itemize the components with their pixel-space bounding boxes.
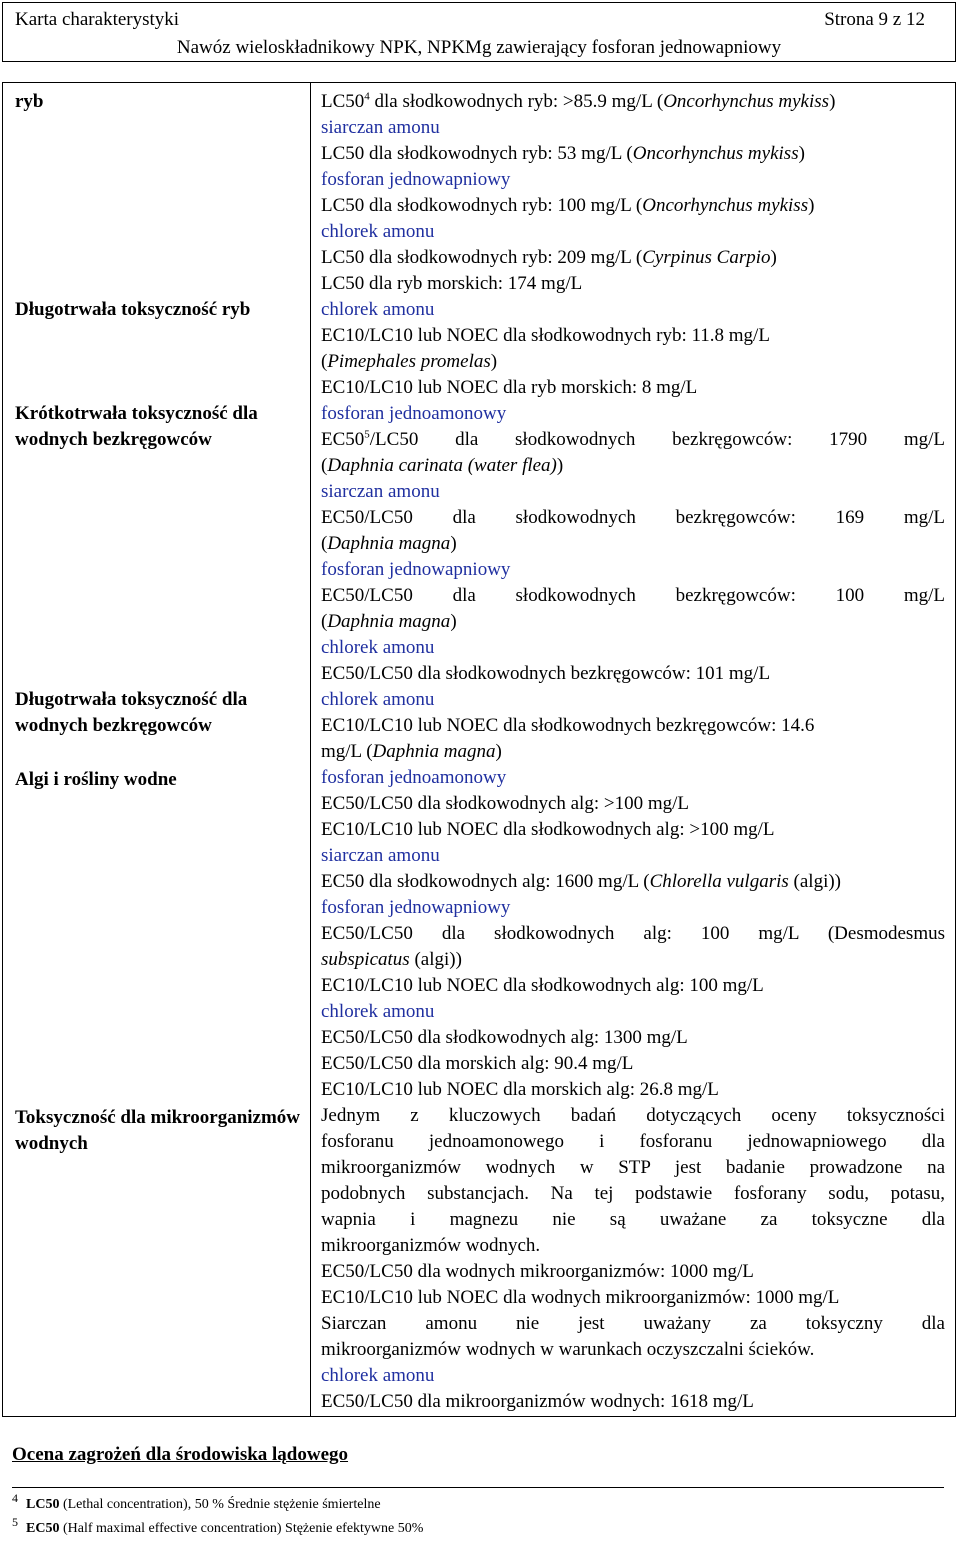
content-line: mikroorganizmów wodnych. xyxy=(321,1235,541,1256)
content-line: EC50/LC50 dla słodkowodnych alg: 100 mg/L (Desmodesmus xyxy=(321,923,945,944)
substance-name: chlorek amonu xyxy=(321,1001,435,1022)
substance-name: chlorek amonu xyxy=(321,637,435,658)
content-line: wapnia i magnezu nie są uważane za toksyczne dla xyxy=(321,1209,945,1230)
substance-name: siarczan amonu xyxy=(321,845,440,866)
content-line: EC10/LC10 lub NOEC dla ryb morskich: 8 mg/L xyxy=(321,377,698,398)
document-title: Karta charakterystyki xyxy=(15,9,180,30)
content-line: EC50/LC50 dla słodkowodnych bezkręgowców: 101 mg/L xyxy=(321,663,771,684)
content-line: EC10/LC10 lub NOEC dla słodkowodnych bezkręgowców: 14.6 xyxy=(321,715,815,736)
footnote-divider xyxy=(12,1487,944,1488)
substance-name: siarczan amonu xyxy=(321,481,440,502)
content-line: (Daphnia carinata (water flea)) xyxy=(321,455,564,476)
content-line: fosforanu jednoamonowego i fosforanu jednowapniowego dla xyxy=(321,1131,945,1152)
content-line: EC50/LC50 dla słodkowodnych alg: 1300 mg/L xyxy=(321,1027,688,1048)
row-label-long-term-invertebrates: Długotrwała toksyczność dla wodnych bezkręgowców xyxy=(15,689,248,736)
content-line: EC50/LC50 dla mikroorganizmów wodnych: 1618 mg/L xyxy=(321,1391,754,1412)
content-line: Siarczan amonu nie jest uważany za toksyczny dla xyxy=(321,1313,945,1334)
content-line: LC50 dla słodkowodnych ryb: 53 mg/L (Oncorhynchus mykiss) xyxy=(321,143,805,164)
content-line: LC50 dla słodkowodnych ryb: 209 mg/L (Cyrpinus Carpio) xyxy=(321,247,777,268)
content-line: EC50/LC50 dla słodkowodnych bezkręgowców: 169 mg/L xyxy=(321,507,945,528)
footnote: 4 LC50 (Lethal concentration), 50 % Średnie stężenie śmiertelne xyxy=(12,1491,381,1512)
content-line: EC10/LC10 lub NOEC dla słodkowodnych alg: 100 mg/L xyxy=(321,975,764,996)
content-line: EC50/LC50 dla wodnych mikroorganizmów: 1000 mg/L xyxy=(321,1261,754,1282)
row-label-microorganisms: Toksyczność dla mikroorganizmów wodnych xyxy=(15,1107,301,1154)
content-line: Jednym z kluczowych badań dotyczących oceny toksyczności xyxy=(321,1105,945,1126)
substance-name: fosforan jednoamonowy xyxy=(321,767,507,788)
row-label-fish: ryb xyxy=(15,91,44,112)
content-line: EC10/LC10 lub NOEC dla słodkowodnych alg: >100 mg/L xyxy=(321,819,775,840)
column-divider xyxy=(310,83,311,1416)
row-label-long-term-fish: Długotrwała toksyczność ryb xyxy=(15,299,251,320)
content-line: (Daphnia magna) xyxy=(321,533,457,554)
content-line: mikroorganizmów wodnych w STP jest badanie prowadzone na xyxy=(321,1157,945,1178)
content-line: EC50 dla słodkowodnych alg: 1600 mg/L (Chlorella vulgaris (algi)) xyxy=(321,871,842,892)
substance-name: fosforan jednowapniowy xyxy=(321,559,511,580)
content-line: EC10/LC10 lub NOEC dla słodkowodnych ryb: 11.8 mg/L xyxy=(321,325,770,346)
content-line: EC10/LC10 lub NOEC dla wodnych mikroorganizmów: 1000 mg/L xyxy=(321,1287,840,1308)
substance-name: chlorek amonu xyxy=(321,299,435,320)
page-header xyxy=(2,2,956,62)
section-title: Ocena zagrożeń dla środowiska lądowego xyxy=(12,1444,349,1465)
content-line: LC50 dla ryb morskich: 174 mg/L xyxy=(321,273,583,294)
substance-name: siarczan amonu xyxy=(321,117,440,138)
substance-name: chlorek amonu xyxy=(321,1365,435,1386)
content-line: podobnych substancjach. Na tej podstawie fosforany sodu, potasu, xyxy=(321,1183,945,1204)
content-line: LC50 dla słodkowodnych ryb: 100 mg/L (Oncorhynchus mykiss) xyxy=(321,195,815,216)
content-line: mg/L (Daphnia magna) xyxy=(321,741,502,762)
substance-name: chlorek amonu xyxy=(321,689,435,710)
row-label-short-term-invertebrates: Krótkotrwała toksyczność dla wodnych bezkręgowców xyxy=(15,403,258,450)
substance-name: fosforan jednoamonowy xyxy=(321,403,507,424)
row-label-algae: Algi i rośliny wodne xyxy=(15,769,177,790)
substance-name: fosforan jednowapniowy xyxy=(321,169,511,190)
content-line: mikroorganizmów wodnych w warunkach oczyszczalni ścieków. xyxy=(321,1339,815,1360)
content-line: EC50/LC50 dla morskich alg: 90.4 mg/L xyxy=(321,1053,634,1074)
content-line: $LC50^4$ dla słodkowodnych ryb: >85.9 mg/L (Oncorhynchus mykiss) xyxy=(321,90,836,112)
content-line: $EC50^5/LC50$ dla słodkowodnych bezkręgowców: 1790 mg/L xyxy=(321,428,945,450)
content-line: (Daphnia magna) xyxy=(321,611,457,632)
content-line: (Pimephales promelas) xyxy=(321,351,498,372)
footnote: 5 EC50 (Half maximal effective concentration) Stężenie efektywne 50% xyxy=(12,1515,424,1536)
content-line: EC10/LC10 lub NOEC dla morskich alg: 26.8 mg/L xyxy=(321,1079,719,1100)
content-line: EC50/LC50 dla słodkowodnych bezkręgowców: 100 mg/L xyxy=(321,585,945,606)
substance-name: chlorek amonu xyxy=(321,221,435,242)
content-line: EC50/LC50 dla słodkowodnych alg: >100 mg/L xyxy=(321,793,689,814)
content-line: subspicatus (algi)) xyxy=(321,949,462,970)
product-name: Nawóz wieloskładnikowy NPK, NPKMg zawierający fosforan jednowapniowy xyxy=(176,37,782,58)
substance-name: fosforan jednowapniowy xyxy=(321,897,511,918)
page-number: Strona 9 z 12 xyxy=(824,9,925,30)
ecotoxicity-table xyxy=(2,82,956,1417)
